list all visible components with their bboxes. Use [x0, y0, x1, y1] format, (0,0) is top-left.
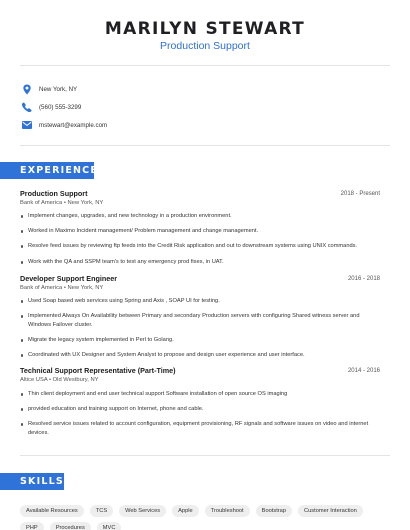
- contact-phone: [20, 100, 81, 114]
- skill-chip: Troubleshoot: [205, 505, 250, 517]
- job-title: Technical Support Representative (Part-Time): [20, 366, 176, 375]
- skill-chip: Apple: [172, 505, 199, 517]
- envelope-icon: [20, 118, 34, 132]
- job-bullet: Worked in Maximo Incident management/ Problem management and change management.: [20, 227, 370, 236]
- job-bullet: provided education and training support on Internet, phone and cable.: [20, 405, 370, 414]
- skill-chip: Available Resources: [20, 505, 84, 517]
- email-text: mstewart@example.com: [39, 121, 108, 129]
- job-dates: 2018 - Present: [340, 191, 380, 197]
- skill-chip: Customer Interaction: [298, 505, 363, 517]
- job-bullet: Resolved service issues related to account configuration, equipment provisioning, RF signals and software issues on video and internet devices.: [20, 420, 370, 437]
- skill-chip: PHP: [20, 522, 44, 530]
- experience-heading: EXPERIENCE: [0, 162, 94, 179]
- header-divider: [20, 65, 390, 66]
- job-bullet: Thin client deployment and end user technical support Software installation of open source OS imaging: [20, 390, 370, 399]
- skills-heading: SKILLS: [0, 473, 64, 490]
- skill-chip: Web Services: [119, 505, 166, 517]
- contact-divider: [20, 145, 390, 146]
- skills-list: [20, 505, 390, 530]
- job-bullet: Implemented Always On Availability between Primary and secondary Production servers with configuring Shared witness server and Windows Failover cluster.: [20, 312, 370, 329]
- job-bullet: Migrate the legacy system implemented in Perl to Golang.: [20, 336, 370, 345]
- candidate-name: MARILYN STEWART: [104, 19, 306, 39]
- job-bullet: Used Soap based web services using Spring and Axis , SOAP UI for testing.: [20, 297, 370, 306]
- job-bullet: Coordinated with UX Designer and System Analyst to propose and design user experience and user interface.: [20, 351, 370, 360]
- phone-text: (560) 555-3299: [39, 103, 82, 111]
- contact-email: [20, 118, 107, 132]
- skill-chip: Bootstrap: [256, 505, 292, 517]
- candidate-title: Production Support: [160, 40, 250, 52]
- job-title: Developer Support Engineer: [20, 274, 118, 283]
- location-pin-icon: [20, 82, 34, 96]
- job-bullet: Implement changes, upgrades, and new technology in a production environment.: [20, 212, 370, 221]
- job-employer: Altice USA • Old Westbury, NY: [20, 377, 99, 383]
- job-employer: Bank of America • New York, NY: [20, 200, 104, 206]
- experience-divider: [20, 455, 390, 456]
- job-dates: 2014 - 2016: [347, 368, 380, 374]
- skill-chip: Procedures: [50, 522, 91, 530]
- job-title: Production Support: [20, 189, 88, 198]
- location-text: New York, NY: [39, 85, 78, 93]
- contact-location: [20, 82, 77, 96]
- skill-chip: MVC: [97, 522, 122, 530]
- skill-chip: TCS: [90, 505, 113, 517]
- job-bullet: Resolve feed issues by reviewing ftp feeds into the Credit Risk application and out to downstream systems using UNIX commands.: [20, 242, 370, 251]
- job-bullet: Work with the QA and SSPM team's to test any emergency prod fixes, in UAT.: [20, 258, 370, 267]
- job-dates: 2016 - 2018: [347, 276, 380, 282]
- phone-icon: [20, 100, 34, 114]
- job-employer: Bank of America • New York, NY: [20, 285, 104, 291]
